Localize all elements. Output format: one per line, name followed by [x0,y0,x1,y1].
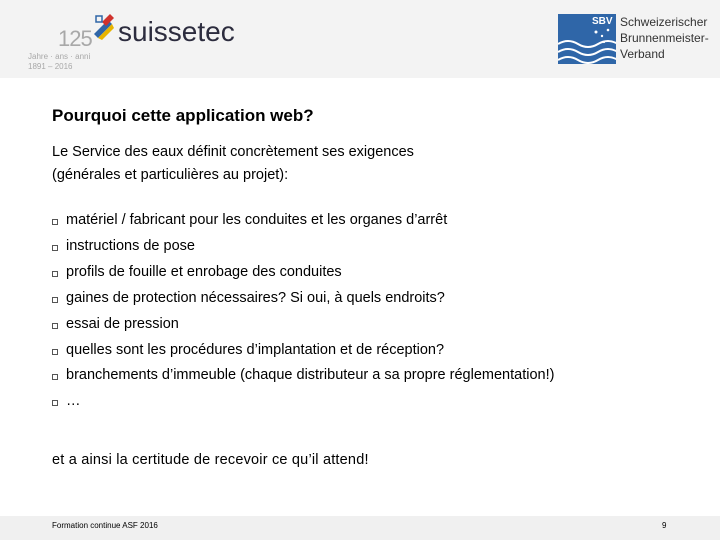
suissetec-logo [28,10,248,76]
bullet-square-icon [52,245,58,251]
list-item [52,312,692,338]
requirements-list [52,208,692,415]
list-item-text: matériel / fabricant pour les conduites et les organes d’arrêt [66,212,448,228]
bullet-square-icon [52,374,58,380]
sbv-name-line: Schweizerischer [620,15,708,29]
slide-content [52,104,692,415]
list-item [52,260,692,286]
list-item [52,234,692,260]
sbv-name-line: Brunnenmeister- [620,31,709,45]
footer-band [0,516,720,540]
list-item-text: instructions de pose [66,237,195,254]
slide-title: Pourquoi cette application web? [52,106,314,125]
list-item-text: branchements d’immeuble (chaque distributeur a sa propre réglementation!) [66,367,555,384]
intro-line: (générales et particulières au projet): [52,167,289,183]
sbv-abbreviation: SBV [592,16,613,27]
sbv-name-line: Verband [620,47,665,61]
page-number: 9 [662,521,667,530]
bullet-square-icon [52,297,58,303]
bullet-square-icon [52,271,58,277]
anniversary-number: 125 [58,26,92,51]
anniversary-subtitle: Jahre · ans · anni 1891 – 2016 [28,52,91,71]
list-item-text: … [66,393,81,410]
footer-course-label: Formation continue ASF 2016 [52,521,158,530]
list-item-text: gaines de protection nécessaires? Si oui, à quels endroits? [66,289,445,306]
list-item [52,286,692,312]
bullet-square-icon [52,219,58,225]
list-item [52,338,692,364]
list-item-text: quelles sont les procédures d’implantation et de réception? [66,341,445,358]
sbv-logo [558,14,710,68]
bullet-square-icon [52,349,58,355]
list-item [52,389,692,415]
intro-text [52,141,692,187]
suissetec-wordmark: suissetec [118,16,235,47]
closing-text: et a ainsi la certitude de recevoir ce qu’il attend! [52,452,369,468]
sbv-name [620,14,709,62]
bullet-square-icon [52,400,58,406]
list-item-text: essai de pression [66,315,179,332]
list-item-text: profils de fouille et enrobage des conduites [66,263,342,280]
intro-line: Le Service des eaux définit concrètement ses exigences [52,144,414,160]
list-item [52,208,692,234]
list-item [52,363,692,389]
sbv-emblem [558,14,616,64]
header-band [0,0,720,78]
bullet-square-icon [52,323,58,329]
